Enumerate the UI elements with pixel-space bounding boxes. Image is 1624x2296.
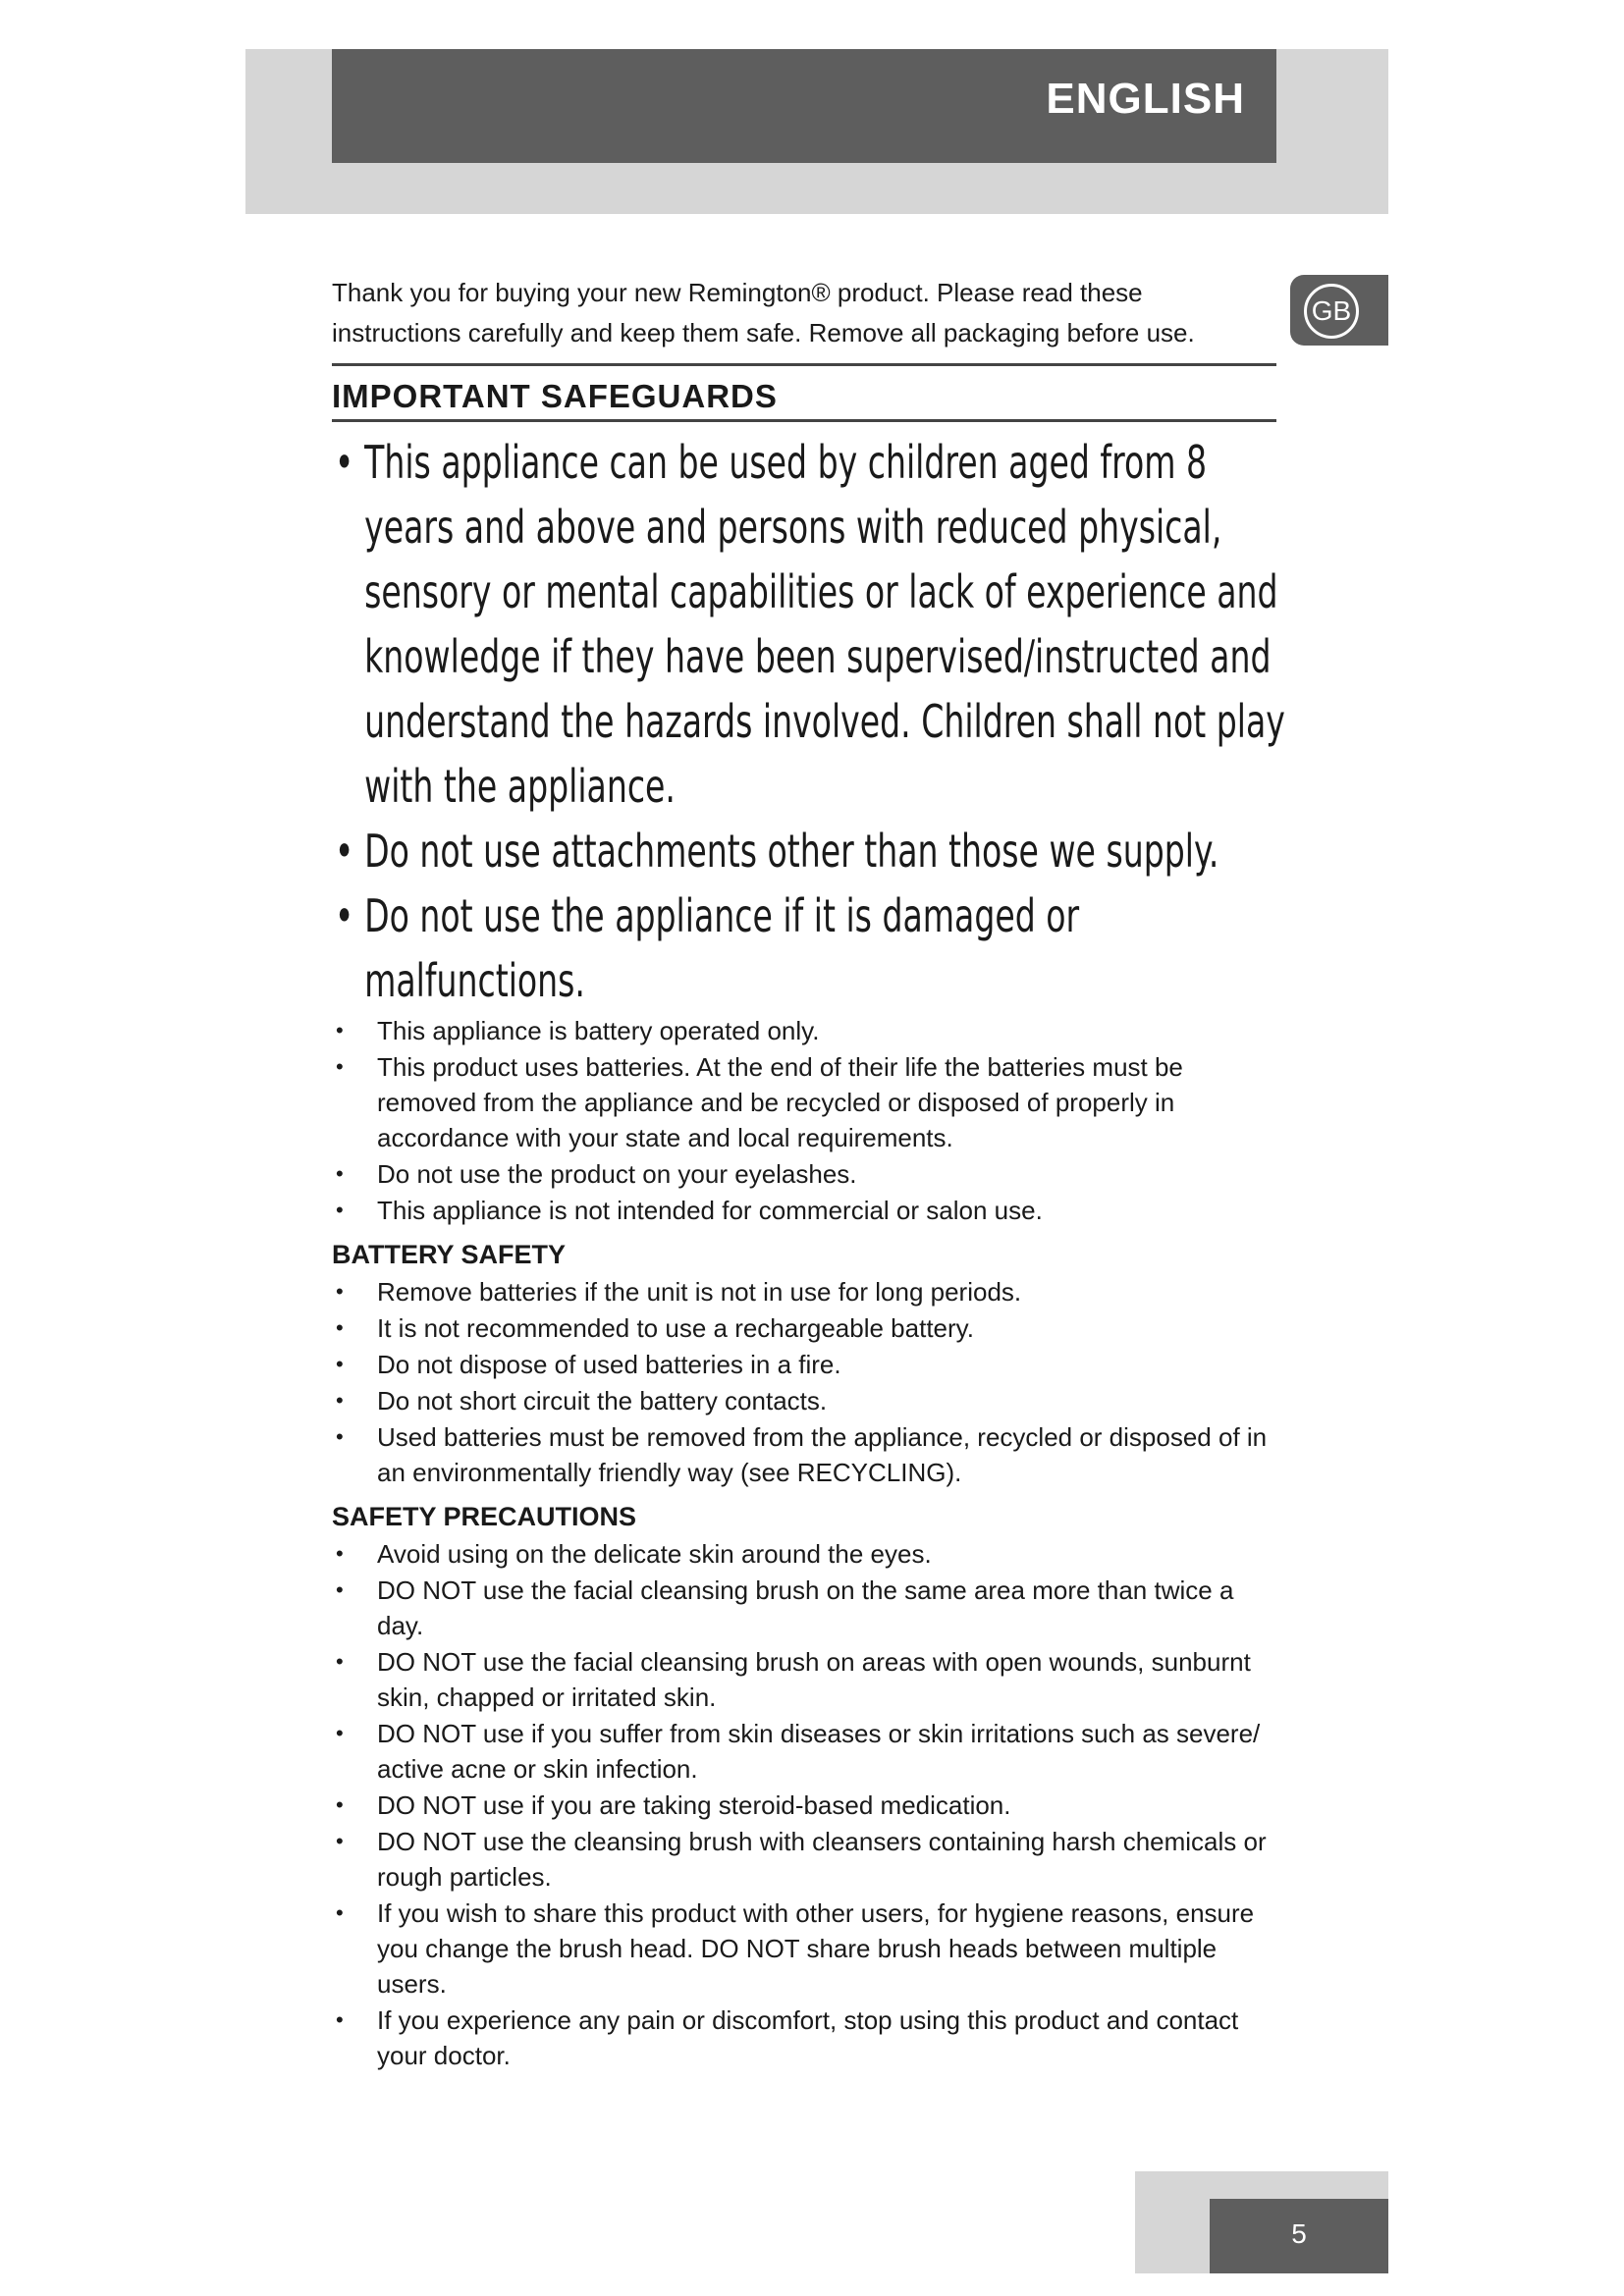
list-item: • Do not use the product on your eyelashes. [332, 1156, 1276, 1192]
safety-precautions-heading: SAFETY PRECAUTIONS [332, 1502, 637, 1531]
safeguards-large-list [332, 430, 1285, 1013]
list-item: • Do not use attachments other than those we supply. [332, 819, 1303, 883]
battery-safety-list [332, 1274, 1276, 1490]
intro-paragraph: Thank you for buying your new Remington® product. Please read these instructions carefully and keep them safe. Remove all packaging before use. [332, 273, 1276, 366]
list-item: • DO NOT use if you are taking steroid-based medication. [332, 1788, 1276, 1823]
safeguards-small-list [332, 1013, 1276, 1228]
header-bar [332, 49, 1276, 163]
list-item: • DO NOT use the cleansing brush with cleansers containing harsh chemicals or rough particles. [332, 1824, 1276, 1895]
list-item: • Do not dispose of used batteries in a fire. [332, 1347, 1276, 1382]
list-item: • If you experience any pain or discomfort, stop using this product and contact your doctor. [332, 2002, 1276, 2073]
list-item: • Do not short circuit the battery contacts. [332, 1383, 1276, 1418]
battery-safety-heading: BATTERY SAFETY [332, 1240, 567, 1269]
list-item: • If you wish to share this product with other users, for hygiene reasons, ensure you change the brush head. DO NOT share brush heads between multiple users. [332, 1896, 1276, 2002]
page-number-box [1210, 2199, 1388, 2273]
language-title: ENGLISH [1046, 75, 1245, 123]
list-item: • This appliance is battery operated only. [332, 1013, 1276, 1048]
gb-country-badge: GB [1304, 284, 1359, 339]
list-item: • This product uses batteries. At the end of their life the batteries must be removed from the appliance and be recycled or disposed of properly in accordance with your state and local requirements. [332, 1049, 1276, 1155]
safety-precautions-list [332, 1536, 1276, 2073]
list-item: • Do not use the appliance if it is damaged or malfunctions. [332, 883, 1303, 1013]
list-item: • Avoid using on the delicate skin around the eyes. [332, 1536, 1276, 1572]
list-item: • This appliance can be used by children aged from 8 years and above and persons with reduced physical, sensory or mental capabilities or lack of experience and knowledge if they have been supervised/instructed and understand the hazards involved. Children shall not play with the appliance. [332, 430, 1303, 819]
list-item: • It is not recommended to use a rechargeable battery. [332, 1310, 1276, 1346]
language-tab [1290, 275, 1388, 346]
important-safeguards-heading: IMPORTANT SAFEGUARDS [332, 366, 1276, 422]
list-item: • DO NOT use if you suffer from skin diseases or skin irritations such as severe/ active acne or skin infection. [332, 1716, 1276, 1787]
list-item: • DO NOT use the facial cleansing brush on areas with open wounds, sunburnt skin, chapped or irritated skin. [332, 1644, 1276, 1715]
list-item: • DO NOT use the facial cleansing brush on the same area more than twice a day. [332, 1573, 1276, 1643]
list-item: • This appliance is not intended for commercial or salon use. [332, 1193, 1276, 1228]
list-item: • Remove batteries if the unit is not in use for long periods. [332, 1274, 1276, 1309]
page-number: 5 [1291, 2218, 1307, 2249]
list-item: • Used batteries must be removed from the appliance, recycled or disposed of in an environmentally friendly way (see RECYCLING). [332, 1419, 1276, 1490]
manual-content [332, 273, 1285, 2074]
